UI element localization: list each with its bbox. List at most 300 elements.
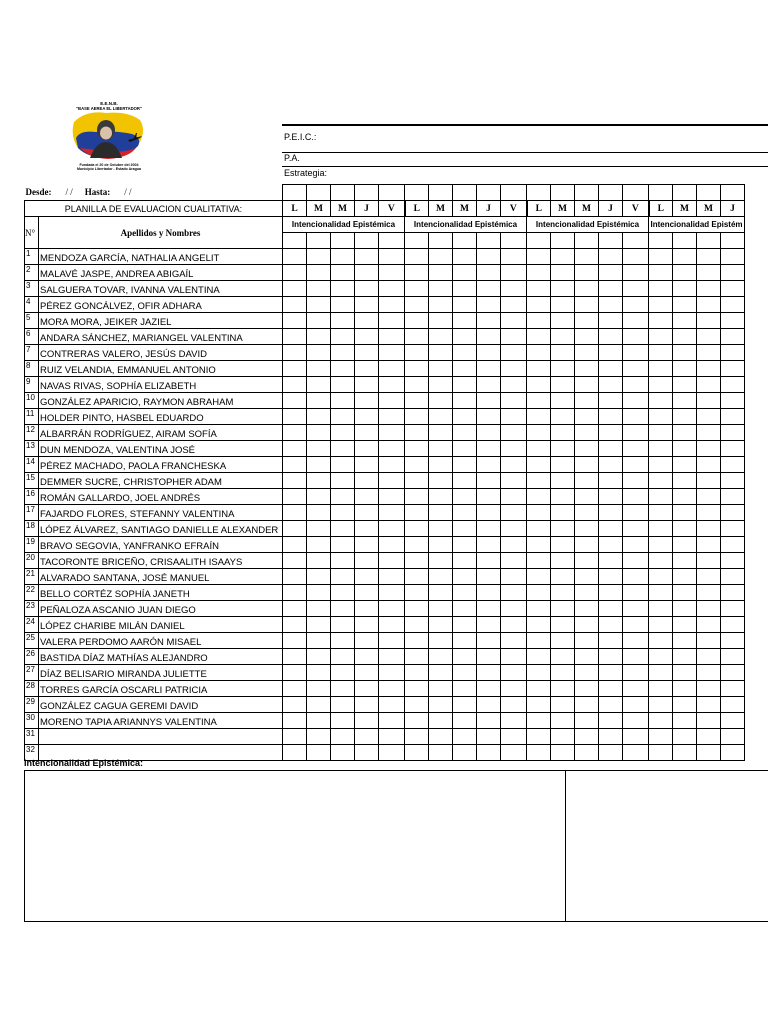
grade-cell[interactable] [331, 313, 355, 329]
grade-cell[interactable] [527, 521, 551, 537]
grade-cell[interactable] [405, 521, 429, 537]
grade-cell[interactable] [405, 665, 429, 681]
grade-cell[interactable] [697, 617, 721, 633]
grade-cell[interactable] [379, 409, 405, 425]
grade-cell[interactable] [721, 457, 745, 473]
grade-cell[interactable] [721, 489, 745, 505]
grade-cell[interactable] [623, 729, 649, 745]
grade-cell[interactable] [551, 265, 575, 281]
grade-cell[interactable] [405, 393, 429, 409]
grade-cell[interactable] [575, 409, 599, 425]
grade-cell[interactable] [551, 489, 575, 505]
grade-cell[interactable] [721, 345, 745, 361]
grade-cell[interactable] [575, 505, 599, 521]
grade-cell[interactable] [649, 441, 673, 457]
grade-cell[interactable] [283, 361, 307, 377]
grade-cell[interactable] [453, 377, 477, 393]
grade-cell[interactable] [697, 537, 721, 553]
grade-cell[interactable] [405, 409, 429, 425]
grade-cell[interactable] [673, 649, 697, 665]
grade-cell[interactable] [453, 409, 477, 425]
grade-cell[interactable] [283, 409, 307, 425]
grade-cell[interactable] [551, 569, 575, 585]
grade-cell[interactable] [623, 441, 649, 457]
grade-cell[interactable] [527, 425, 551, 441]
grade-cell[interactable] [307, 601, 331, 617]
grade-cell[interactable] [429, 393, 453, 409]
grade-cell[interactable] [429, 505, 453, 521]
grade-cell[interactable] [307, 329, 331, 345]
grade-cell[interactable] [429, 265, 453, 281]
grade-cell[interactable] [453, 249, 477, 265]
grade-cell[interactable] [331, 249, 355, 265]
grade-cell[interactable] [721, 409, 745, 425]
grade-cell[interactable] [721, 377, 745, 393]
grade-cell[interactable] [331, 281, 355, 297]
grade-cell[interactable] [453, 729, 477, 745]
grade-cell[interactable] [477, 697, 501, 713]
grade-cell[interactable] [697, 281, 721, 297]
grade-cell[interactable] [697, 249, 721, 265]
grade-cell[interactable] [331, 569, 355, 585]
grade-cell[interactable] [477, 745, 501, 761]
grade-cell[interactable] [477, 425, 501, 441]
grade-cell[interactable] [623, 281, 649, 297]
grade-cell[interactable] [307, 697, 331, 713]
grade-cell[interactable] [501, 537, 527, 553]
grade-cell[interactable] [697, 665, 721, 681]
grade-cell[interactable] [379, 441, 405, 457]
grade-cell[interactable] [429, 457, 453, 473]
grade-cell[interactable] [527, 537, 551, 553]
grade-cell[interactable] [575, 441, 599, 457]
grade-cell[interactable] [575, 473, 599, 489]
grade-cell[interactable] [355, 441, 379, 457]
grade-cell[interactable] [307, 377, 331, 393]
grade-cell[interactable] [453, 697, 477, 713]
grade-cell[interactable] [307, 553, 331, 569]
grade-cell[interactable] [599, 409, 623, 425]
grade-cell[interactable] [721, 633, 745, 649]
grade-cell[interactable] [501, 521, 527, 537]
grade-cell[interactable] [331, 473, 355, 489]
grade-cell[interactable] [429, 697, 453, 713]
grade-cell[interactable] [477, 569, 501, 585]
grade-cell[interactable] [673, 265, 697, 281]
grade-cell[interactable] [307, 585, 331, 601]
grade-cell[interactable] [527, 489, 551, 505]
grade-cell[interactable] [649, 569, 673, 585]
grade-cell[interactable] [331, 505, 355, 521]
grade-cell[interactable] [283, 745, 307, 761]
grade-cell[interactable] [551, 633, 575, 649]
grade-cell[interactable] [697, 649, 721, 665]
grade-cell[interactable] [379, 329, 405, 345]
grade-cell[interactable] [623, 249, 649, 265]
grade-cell[interactable] [673, 601, 697, 617]
grade-cell[interactable] [283, 265, 307, 281]
grade-cell[interactable] [429, 329, 453, 345]
grade-cell[interactable] [623, 697, 649, 713]
grade-cell[interactable] [551, 649, 575, 665]
grade-cell[interactable] [355, 457, 379, 473]
grade-cell[interactable] [405, 377, 429, 393]
grade-cell[interactable] [599, 345, 623, 361]
grade-cell[interactable] [575, 329, 599, 345]
grade-cell[interactable] [283, 313, 307, 329]
grade-cell[interactable] [721, 425, 745, 441]
grade-cell[interactable] [575, 713, 599, 729]
grade-cell[interactable] [283, 665, 307, 681]
grade-cell[interactable] [551, 729, 575, 745]
grade-cell[interactable] [575, 681, 599, 697]
grade-cell[interactable] [477, 665, 501, 681]
grade-cell[interactable] [599, 569, 623, 585]
grade-cell[interactable] [477, 313, 501, 329]
grade-cell[interactable] [331, 681, 355, 697]
grade-cell[interactable] [623, 569, 649, 585]
grade-cell[interactable] [405, 489, 429, 505]
grade-cell[interactable] [307, 569, 331, 585]
grade-cell[interactable] [649, 361, 673, 377]
grade-cell[interactable] [575, 521, 599, 537]
grade-cell[interactable] [599, 393, 623, 409]
grade-cell[interactable] [575, 297, 599, 313]
grade-cell[interactable] [501, 441, 527, 457]
grade-cell[interactable] [649, 265, 673, 281]
grade-cell[interactable] [453, 617, 477, 633]
grade-cell[interactable] [355, 377, 379, 393]
grade-cell[interactable] [673, 393, 697, 409]
grade-cell[interactable] [379, 377, 405, 393]
grade-cell[interactable] [355, 249, 379, 265]
grade-cell[interactable] [477, 297, 501, 313]
grade-cell[interactable] [331, 521, 355, 537]
grade-cell[interactable] [551, 665, 575, 681]
grade-cell[interactable] [673, 345, 697, 361]
grade-cell[interactable] [623, 537, 649, 553]
grade-cell[interactable] [331, 697, 355, 713]
grade-cell[interactable] [721, 361, 745, 377]
grade-cell[interactable] [405, 585, 429, 601]
grade-cell[interactable] [453, 521, 477, 537]
grade-cell[interactable] [283, 729, 307, 745]
grade-cell[interactable] [721, 713, 745, 729]
grade-cell[interactable] [673, 665, 697, 681]
grade-cell[interactable] [649, 393, 673, 409]
grade-cell[interactable] [649, 585, 673, 601]
grade-cell[interactable] [527, 345, 551, 361]
grade-cell[interactable] [623, 681, 649, 697]
grade-cell[interactable] [599, 489, 623, 505]
grade-cell[interactable] [355, 617, 379, 633]
grade-cell[interactable] [649, 249, 673, 265]
grade-cell[interactable] [405, 441, 429, 457]
grade-cell[interactable] [673, 585, 697, 601]
grade-cell[interactable] [697, 377, 721, 393]
grade-cell[interactable] [527, 585, 551, 601]
grade-cell[interactable] [599, 521, 623, 537]
grade-cell[interactable] [673, 681, 697, 697]
grade-cell[interactable] [673, 249, 697, 265]
grade-cell[interactable] [453, 585, 477, 601]
grade-cell[interactable] [697, 473, 721, 489]
grade-cell[interactable] [623, 297, 649, 313]
grade-cell[interactable] [697, 521, 721, 537]
grade-cell[interactable] [673, 505, 697, 521]
grade-cell[interactable] [307, 457, 331, 473]
grade-cell[interactable] [697, 313, 721, 329]
grade-cell[interactable] [673, 297, 697, 313]
grade-cell[interactable] [673, 313, 697, 329]
grade-cell[interactable] [307, 665, 331, 681]
grade-cell[interactable] [527, 249, 551, 265]
grade-cell[interactable] [307, 409, 331, 425]
grade-cell[interactable] [307, 633, 331, 649]
grade-cell[interactable] [307, 393, 331, 409]
grade-cell[interactable] [599, 297, 623, 313]
grade-cell[interactable] [379, 313, 405, 329]
grade-cell[interactable] [649, 505, 673, 521]
grade-cell[interactable] [501, 713, 527, 729]
grade-cell[interactable] [649, 553, 673, 569]
grade-cell[interactable] [721, 681, 745, 697]
grade-cell[interactable] [649, 713, 673, 729]
grade-cell[interactable] [379, 393, 405, 409]
grade-cell[interactable] [429, 425, 453, 441]
grade-cell[interactable] [697, 393, 721, 409]
grade-cell[interactable] [599, 281, 623, 297]
grade-cell[interactable] [477, 345, 501, 361]
grade-cell[interactable] [551, 313, 575, 329]
grade-cell[interactable] [649, 745, 673, 761]
grade-cell[interactable] [453, 649, 477, 665]
grade-cell[interactable] [551, 457, 575, 473]
grade-cell[interactable] [307, 361, 331, 377]
grade-cell[interactable] [355, 729, 379, 745]
grade-cell[interactable] [527, 281, 551, 297]
grade-cell[interactable] [697, 713, 721, 729]
grade-cell[interactable] [501, 281, 527, 297]
grade-cell[interactable] [721, 249, 745, 265]
grade-cell[interactable] [379, 665, 405, 681]
grade-cell[interactable] [649, 425, 673, 441]
grade-cell[interactable] [697, 489, 721, 505]
grade-cell[interactable] [477, 281, 501, 297]
grade-cell[interactable] [673, 329, 697, 345]
grade-cell[interactable] [697, 729, 721, 745]
grade-cell[interactable] [453, 345, 477, 361]
grade-cell[interactable] [623, 601, 649, 617]
grade-cell[interactable] [697, 329, 721, 345]
grade-cell[interactable] [355, 681, 379, 697]
grade-cell[interactable] [673, 745, 697, 761]
grade-cell[interactable] [721, 329, 745, 345]
grade-cell[interactable] [453, 265, 477, 281]
grade-cell[interactable] [551, 681, 575, 697]
grade-cell[interactable] [501, 329, 527, 345]
grade-cell[interactable] [405, 281, 429, 297]
grade-cell[interactable] [379, 457, 405, 473]
grade-cell[interactable] [379, 297, 405, 313]
grade-cell[interactable] [649, 297, 673, 313]
grade-cell[interactable] [649, 281, 673, 297]
grade-cell[interactable] [379, 617, 405, 633]
grade-cell[interactable] [453, 425, 477, 441]
grade-cell[interactable] [623, 425, 649, 441]
grade-cell[interactable] [551, 297, 575, 313]
grade-cell[interactable] [527, 553, 551, 569]
grade-cell[interactable] [331, 377, 355, 393]
grade-cell[interactable] [453, 633, 477, 649]
grade-cell[interactable] [697, 633, 721, 649]
grade-cell[interactable] [501, 313, 527, 329]
grade-cell[interactable] [331, 425, 355, 441]
grade-cell[interactable] [355, 473, 379, 489]
grade-cell[interactable] [405, 697, 429, 713]
grade-cell[interactable] [721, 297, 745, 313]
grade-cell[interactable] [501, 617, 527, 633]
grade-cell[interactable] [331, 665, 355, 681]
grade-cell[interactable] [405, 633, 429, 649]
grade-cell[interactable] [429, 585, 453, 601]
grade-cell[interactable] [697, 601, 721, 617]
grade-cell[interactable] [355, 329, 379, 345]
grade-cell[interactable] [355, 297, 379, 313]
grade-cell[interactable] [551, 585, 575, 601]
grade-cell[interactable] [355, 553, 379, 569]
grade-cell[interactable] [283, 281, 307, 297]
grade-cell[interactable] [551, 601, 575, 617]
grade-cell[interactable] [429, 441, 453, 457]
grade-cell[interactable] [649, 729, 673, 745]
grade-cell[interactable] [283, 697, 307, 713]
grade-cell[interactable] [623, 329, 649, 345]
grade-cell[interactable] [283, 537, 307, 553]
grade-cell[interactable] [721, 729, 745, 745]
grade-cell[interactable] [721, 281, 745, 297]
grade-cell[interactable] [283, 473, 307, 489]
grade-cell[interactable] [623, 745, 649, 761]
grade-cell[interactable] [673, 361, 697, 377]
grade-cell[interactable] [501, 249, 527, 265]
grade-cell[interactable] [477, 649, 501, 665]
grade-cell[interactable] [551, 377, 575, 393]
grade-cell[interactable] [331, 601, 355, 617]
grade-cell[interactable] [501, 729, 527, 745]
grade-cell[interactable] [331, 553, 355, 569]
grade-cell[interactable] [331, 633, 355, 649]
grade-cell[interactable] [551, 521, 575, 537]
grade-cell[interactable] [599, 617, 623, 633]
grade-cell[interactable] [623, 409, 649, 425]
grade-cell[interactable] [551, 345, 575, 361]
grade-cell[interactable] [307, 521, 331, 537]
grade-cell[interactable] [527, 745, 551, 761]
grade-cell[interactable] [673, 441, 697, 457]
grade-cell[interactable] [673, 569, 697, 585]
grade-cell[interactable] [649, 617, 673, 633]
grade-cell[interactable] [283, 617, 307, 633]
grade-cell[interactable] [429, 617, 453, 633]
grade-cell[interactable] [307, 425, 331, 441]
grade-cell[interactable] [379, 585, 405, 601]
grade-cell[interactable] [453, 681, 477, 697]
grade-cell[interactable] [501, 345, 527, 361]
grade-cell[interactable] [623, 553, 649, 569]
grade-cell[interactable] [527, 569, 551, 585]
grade-cell[interactable] [331, 729, 355, 745]
grade-cell[interactable] [429, 649, 453, 665]
grade-cell[interactable] [649, 633, 673, 649]
grade-cell[interactable] [355, 393, 379, 409]
grade-cell[interactable] [527, 313, 551, 329]
grade-cell[interactable] [379, 537, 405, 553]
grade-cell[interactable] [599, 681, 623, 697]
grade-cell[interactable] [527, 409, 551, 425]
grade-cell[interactable] [501, 585, 527, 601]
grade-cell[interactable] [527, 697, 551, 713]
grade-cell[interactable] [623, 265, 649, 281]
grade-cell[interactable] [599, 745, 623, 761]
grade-cell[interactable] [453, 665, 477, 681]
grade-cell[interactable] [527, 681, 551, 697]
grade-cell[interactable] [405, 745, 429, 761]
grade-cell[interactable] [331, 457, 355, 473]
grade-cell[interactable] [527, 729, 551, 745]
grade-cell[interactable] [551, 473, 575, 489]
grade-cell[interactable] [477, 393, 501, 409]
grade-cell[interactable] [379, 633, 405, 649]
grade-cell[interactable] [575, 585, 599, 601]
grade-cell[interactable] [453, 313, 477, 329]
grade-cell[interactable] [355, 697, 379, 713]
grade-cell[interactable] [429, 745, 453, 761]
grade-cell[interactable] [477, 409, 501, 425]
grade-cell[interactable] [527, 297, 551, 313]
grade-cell[interactable] [477, 505, 501, 521]
grade-cell[interactable] [405, 473, 429, 489]
grade-cell[interactable] [429, 729, 453, 745]
grade-cell[interactable] [575, 537, 599, 553]
grade-cell[interactable] [405, 361, 429, 377]
grade-cell[interactable] [429, 601, 453, 617]
grade-cell[interactable] [477, 377, 501, 393]
grade-cell[interactable] [527, 265, 551, 281]
grade-cell[interactable] [721, 649, 745, 665]
grade-cell[interactable] [453, 569, 477, 585]
grade-cell[interactable] [283, 681, 307, 697]
grade-cell[interactable] [527, 665, 551, 681]
grade-cell[interactable] [697, 569, 721, 585]
grade-cell[interactable] [623, 457, 649, 473]
grade-cell[interactable] [599, 457, 623, 473]
grade-cell[interactable] [331, 537, 355, 553]
grade-cell[interactable] [453, 393, 477, 409]
grade-cell[interactable] [429, 713, 453, 729]
grade-cell[interactable] [599, 361, 623, 377]
grade-cell[interactable] [355, 713, 379, 729]
grade-cell[interactable] [721, 665, 745, 681]
grade-cell[interactable] [429, 249, 453, 265]
grade-cell[interactable] [283, 345, 307, 361]
grade-cell[interactable] [527, 393, 551, 409]
grade-cell[interactable] [453, 297, 477, 313]
grade-cell[interactable] [599, 713, 623, 729]
grade-cell[interactable] [307, 297, 331, 313]
grade-cell[interactable] [697, 585, 721, 601]
grade-cell[interactable] [501, 697, 527, 713]
